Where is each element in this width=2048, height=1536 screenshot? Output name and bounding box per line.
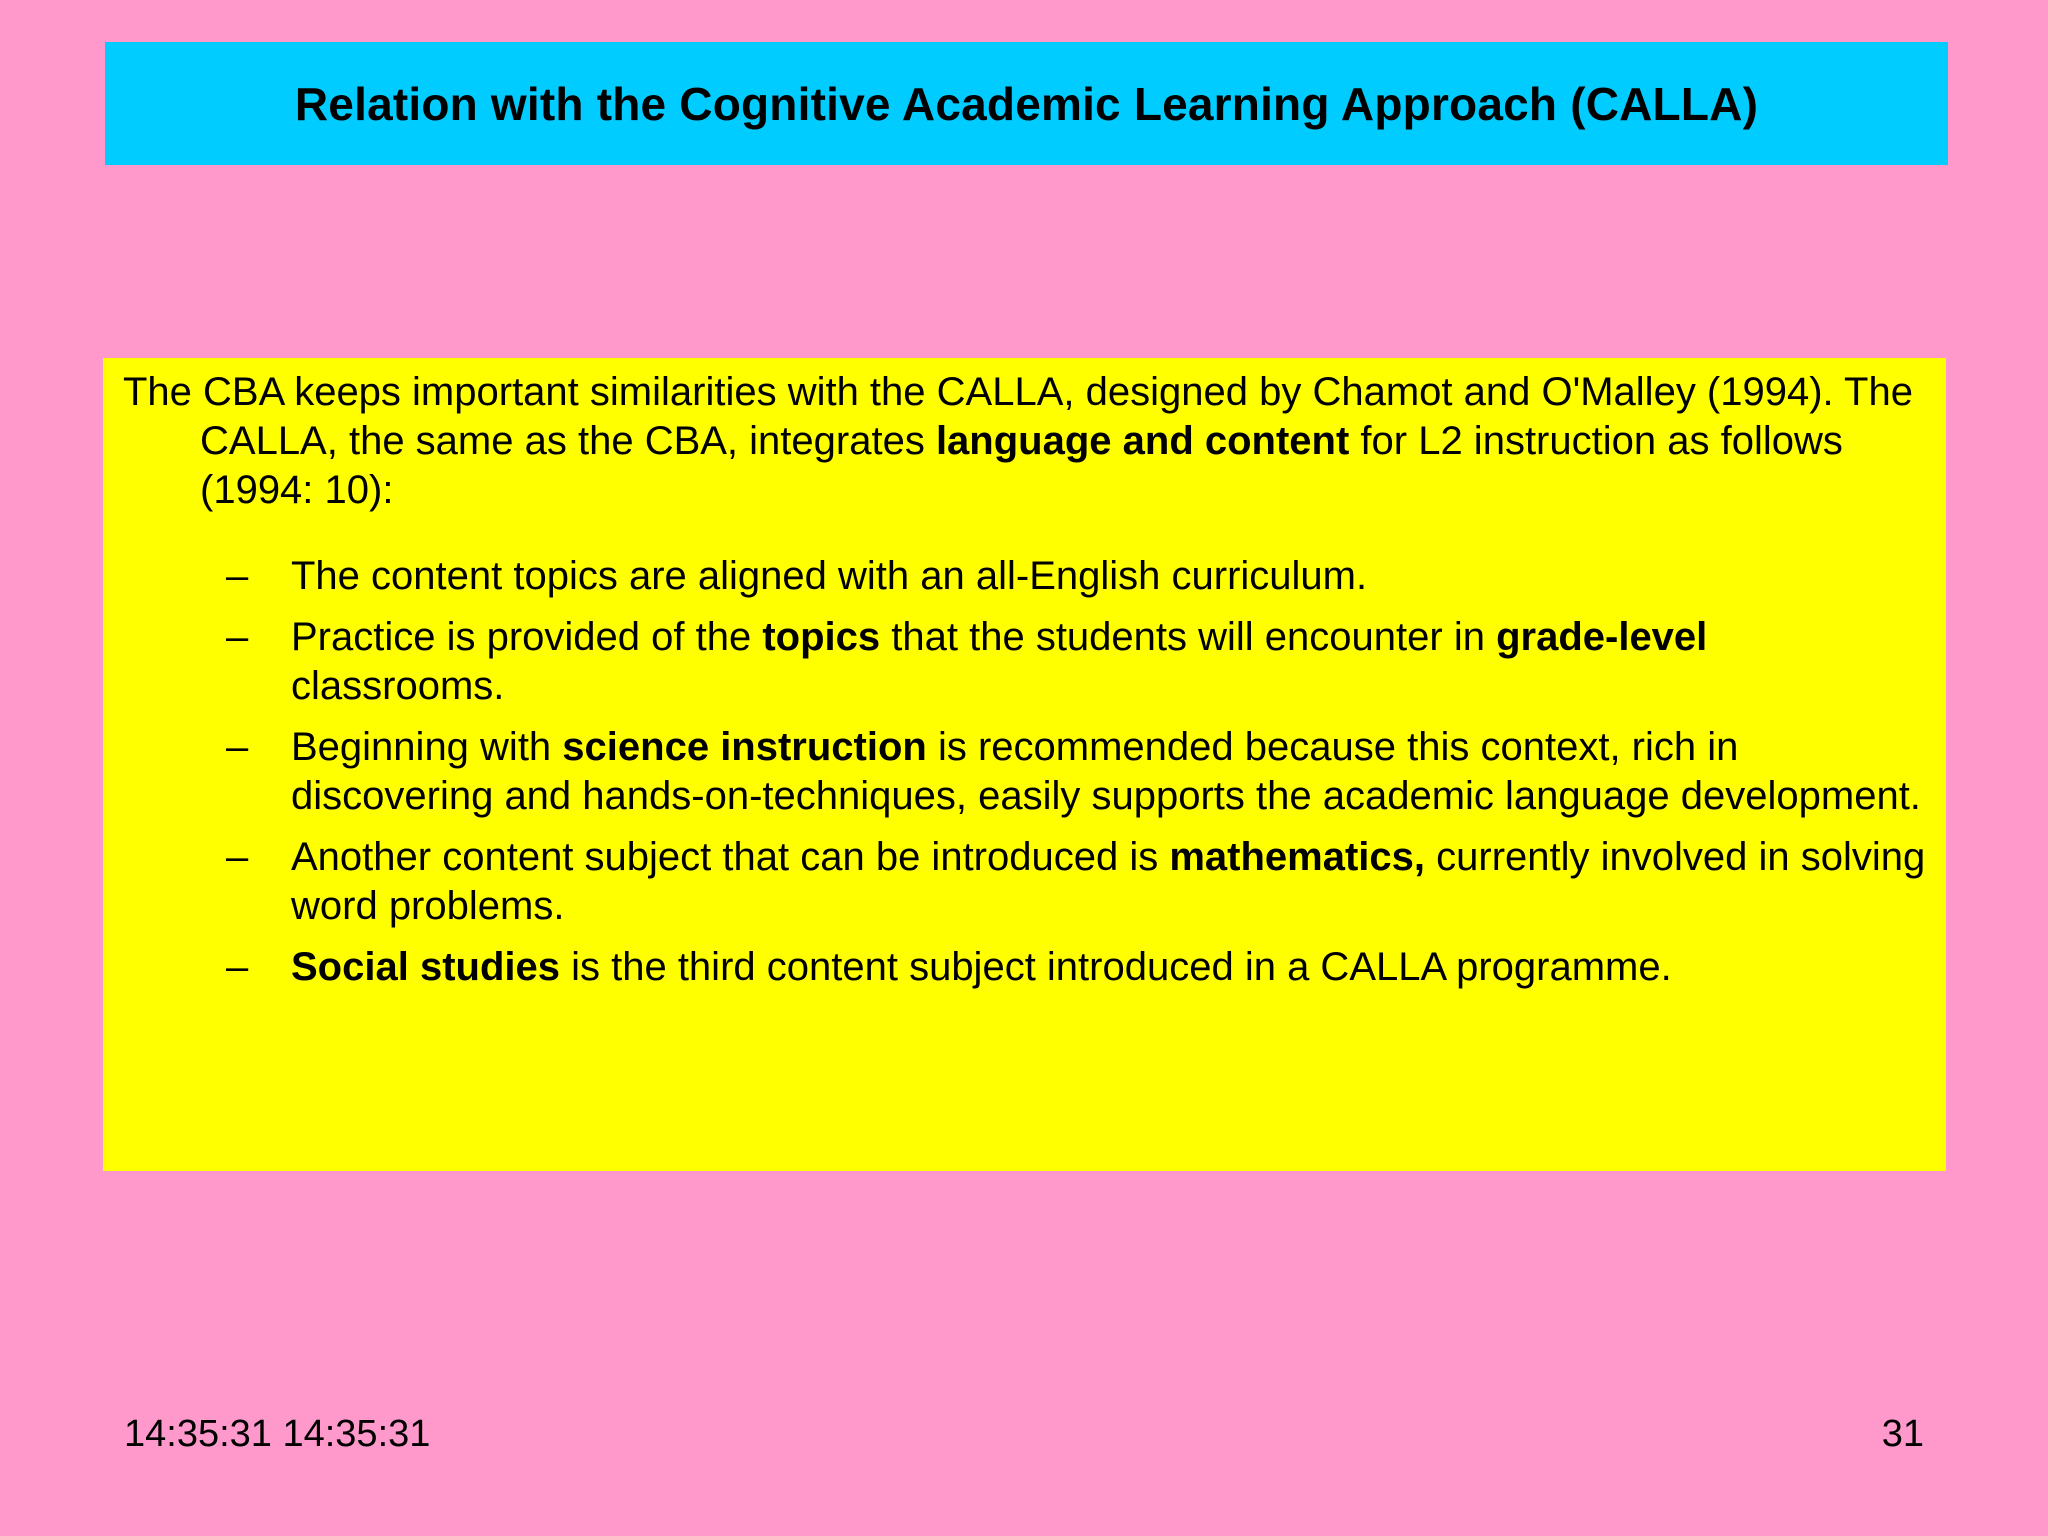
item-bold: science instruction: [562, 725, 927, 769]
bullet-list: [123, 552, 1926, 992]
item-text: is recommended because this context, rich in discovering and hands-on-techniques, easily supports the academic language development.: [291, 725, 1921, 818]
footer-timestamp: 14:35:31 14:35:31: [124, 1413, 431, 1455]
item-text: currently involved in solving word problems.: [291, 835, 1926, 928]
dash-bullet: –: [226, 945, 249, 989]
slide-number: 31: [1881, 1413, 1924, 1455]
list-item: [123, 833, 1926, 931]
item-text: is the third content subject introduced in a CALLA programme.: [559, 945, 1672, 989]
dash-bullet: –: [226, 554, 249, 598]
dash-bullet: –: [226, 615, 249, 659]
intro-paragraph: [123, 368, 1926, 515]
item-text: that the students will encounter in: [880, 615, 1497, 659]
item-text: Another content subject that can be introduced is: [291, 835, 1170, 879]
content-box: [103, 358, 1946, 1171]
item-bold: topics: [762, 615, 881, 659]
dash-bullet: –: [226, 725, 249, 769]
list-item: [123, 552, 1926, 601]
intro-text-2: for L2 instruction as follows (1994: 10):: [200, 419, 1843, 512]
item-bold: Social studies: [291, 945, 560, 989]
item-text: The content topics are aligned with an all-English curriculum.: [291, 554, 1368, 598]
list-item: [123, 943, 1926, 992]
item-text: Practice is provided of the: [291, 615, 763, 659]
list-item: [123, 723, 1926, 821]
item-text: classrooms.: [291, 664, 505, 708]
item-text: Beginning with: [291, 725, 563, 769]
item-bold: grade-level: [1496, 615, 1708, 659]
title-bar: [105, 42, 1948, 165]
intro-text-1: The CBA keeps important similarities with the CALLA, designed by Chamot and O'Malley (1994). The CALLA, the same as the CBA, integrates: [123, 370, 1913, 463]
dash-bullet: –: [226, 835, 249, 879]
list-item: [123, 613, 1926, 711]
item-bold: mathematics,: [1169, 835, 1426, 879]
intro-bold: language and content: [935, 419, 1350, 463]
slide-title: Relation with the Cognitive Academic Learning Approach (CALLA): [294, 77, 1759, 130]
